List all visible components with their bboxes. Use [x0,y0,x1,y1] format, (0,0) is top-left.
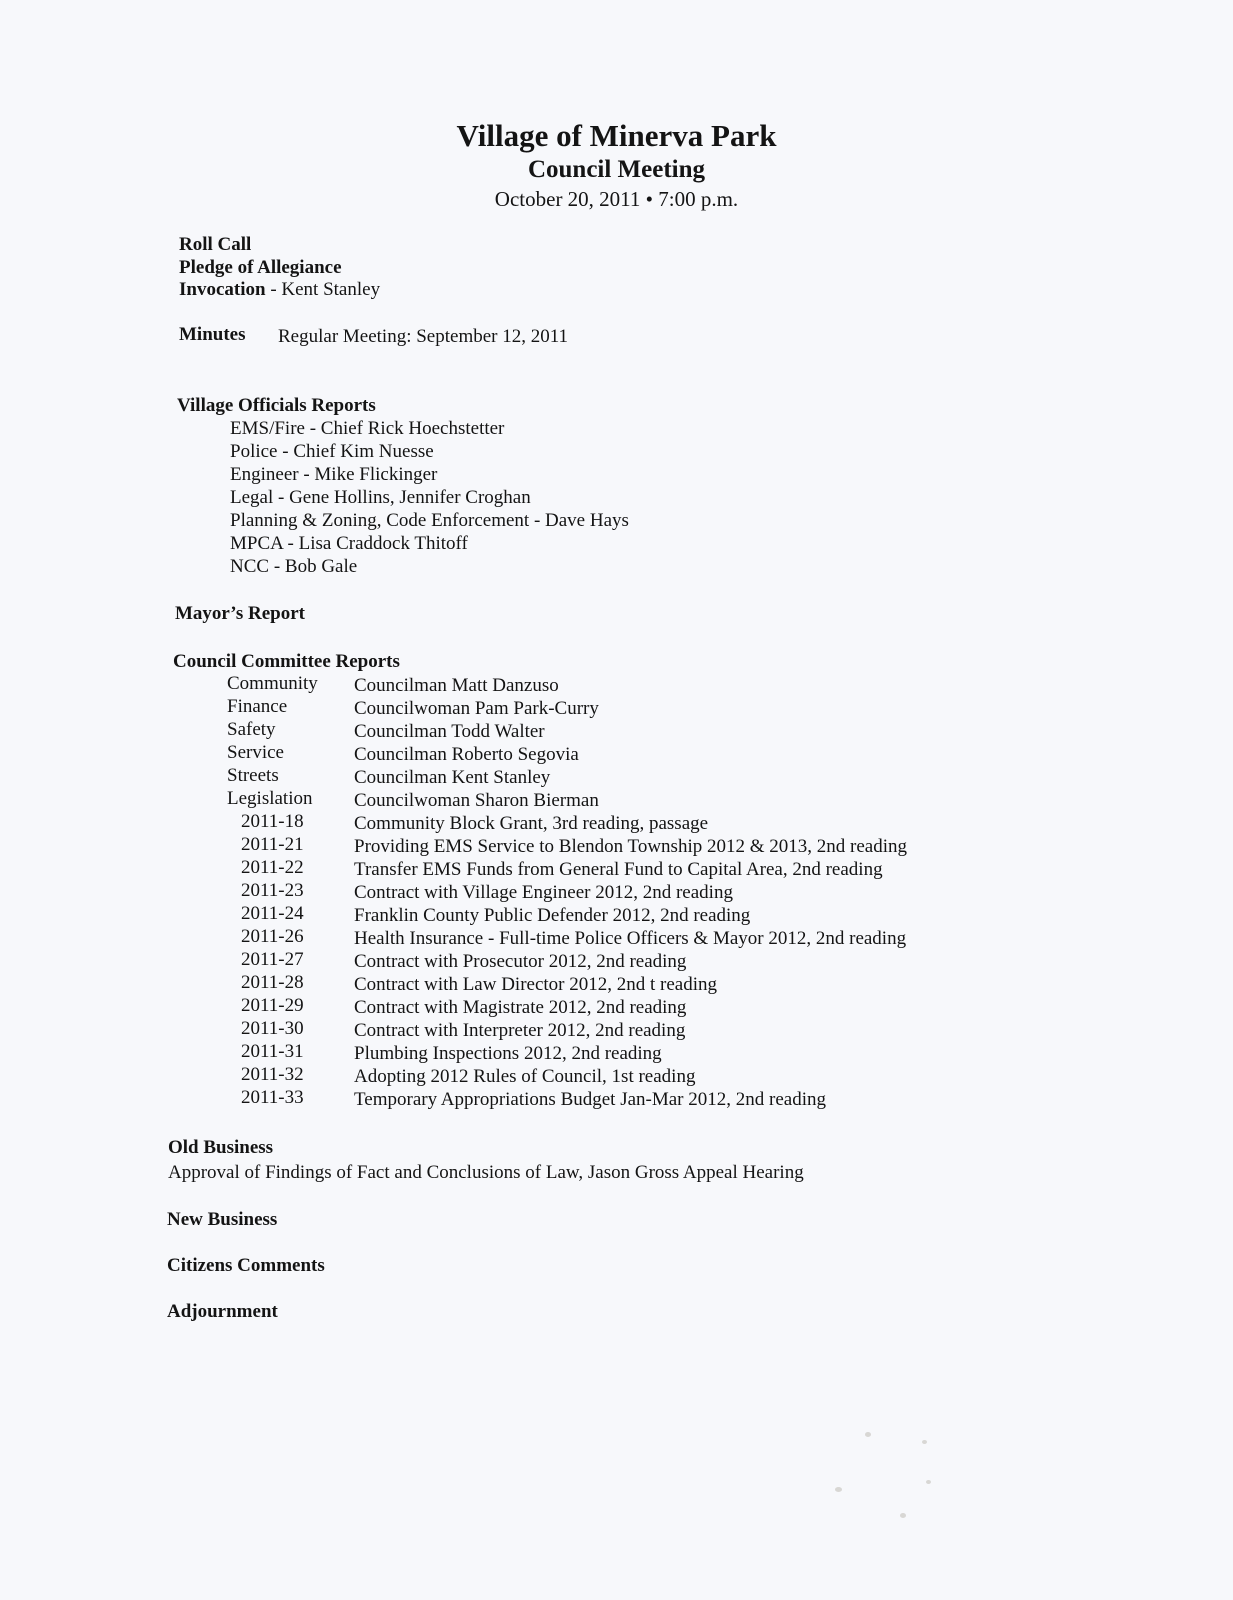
ordinance-title: Health Insurance - Full-time Police Officers & Mayor 2012, 2nd reading [354,928,907,949]
scan-speck [926,1480,931,1484]
adjournment-heading: Adjournment [167,1301,278,1322]
committee-member: Councilman Roberto Segovia [354,744,579,765]
scan-speck [900,1513,906,1518]
meeting-subtitle: Council Meeting [527,156,706,183]
ordinance-title: Plumbing Inspections 2012, 2nd reading [354,1043,662,1064]
minutes-label: Minutes [179,324,246,345]
minutes-value: Regular Meeting: September 12, 2011 [278,326,569,347]
committee-member: Councilman Matt Danzuso [354,675,559,696]
committee-name: Finance [227,696,288,717]
ordinance-number: 2011-22 [241,857,304,878]
committee-name: Community [227,673,318,694]
official-item: NCC - Bob Gale [230,556,358,577]
committee-member: Councilman Kent Stanley [354,767,551,788]
ordinance-number: 2011-24 [241,903,304,924]
citizens-comments-heading: Citizens Comments [167,1255,325,1276]
invocation-label: Invocation [179,279,266,300]
official-item: Engineer - Mike Flickinger [230,464,438,485]
ordinance-title: Transfer EMS Funds from General Fund to Capital Area, 2nd reading [354,859,883,880]
committee-heading: Council Committee Reports [173,651,400,672]
official-item: Planning & Zoning, Code Enforcement - Dave Hays [230,510,629,531]
scan-speck [865,1432,871,1437]
ordinance-number: 2011-32 [241,1064,304,1085]
ordinance-title: Contract with Village Engineer 2012, 2nd reading [354,882,733,903]
official-item: Legal - Gene Hollins, Jennifer Croghan [230,487,531,508]
ordinance-number: 2011-26 [241,926,304,947]
ordinance-number: 2011-18 [241,811,304,832]
scan-speck [922,1440,927,1444]
ordinance-title: Temporary Appropriations Budget Jan-Mar 2012, 2nd reading [354,1089,826,1110]
ordinance-title: Providing EMS Service to Blendon Township 2012 & 2013, 2nd reading [354,836,907,857]
officials-heading: Village Officials Reports [177,395,376,416]
committee-member: Councilman Todd Walter [354,721,545,742]
mayor-report-heading: Mayor’s Report [175,603,305,624]
ordinance-title: Contract with Law Director 2012, 2nd t reading [354,974,718,995]
committee-name: Streets [227,765,279,786]
new-business-heading: New Business [167,1209,278,1230]
ordinance-number: 2011-29 [241,995,304,1016]
ordinance-number: 2011-23 [241,880,304,901]
ordinance-number: 2011-30 [241,1018,304,1039]
official-item: Police - Chief Kim Nuesse [230,441,434,462]
old-business-text: Approval of Findings of Fact and Conclusions of Law, Jason Gross Appeal Hearing [168,1162,804,1183]
agenda-header [0,117,1233,213]
pledge-heading: Pledge of Allegiance [179,257,342,278]
ordinance-title: Contract with Interpreter 2012, 2nd reading [354,1020,686,1041]
invocation-line [179,278,380,301]
roll-call-heading: Roll Call [179,234,252,255]
committee-name: Service [227,742,284,763]
official-item: EMS/Fire - Chief Rick Hoechstetter [230,418,505,439]
ordinance-title: Adopting 2012 Rules of Council, 1st reading [354,1066,696,1087]
ordinance-number: 2011-28 [241,972,304,993]
meeting-date: October 20, 2011 • 7:00 p.m. [494,187,739,211]
committee-member: Councilwoman Sharon Bierman [354,790,599,811]
ordinance-title: Contract with Prosecutor 2012, 2nd reading [354,951,687,972]
official-item: MPCA - Lisa Craddock Thitoff [230,533,468,554]
ordinance-number: 2011-33 [241,1087,304,1108]
invocation-name: Kent Stanley [281,279,381,300]
ordinance-title: Contract with Magistrate 2012, 2nd reading [354,997,687,1018]
committee-member: Councilwoman Pam Park-Curry [354,698,599,719]
old-business-heading: Old Business [168,1137,274,1158]
committee-name: Safety [227,719,276,740]
scan-speck [835,1487,842,1492]
ordinance-number: 2011-21 [241,834,304,855]
ordinance-title: Franklin County Public Defender 2012, 2nd reading [354,905,751,926]
committee-name: Legislation [227,788,313,809]
ordinance-title: Community Block Grant, 3rd reading, passage [354,813,709,834]
page-title: Village of Minerva Park [456,118,777,153]
ordinance-number: 2011-31 [241,1041,304,1062]
ordinance-number: 2011-27 [241,949,304,970]
